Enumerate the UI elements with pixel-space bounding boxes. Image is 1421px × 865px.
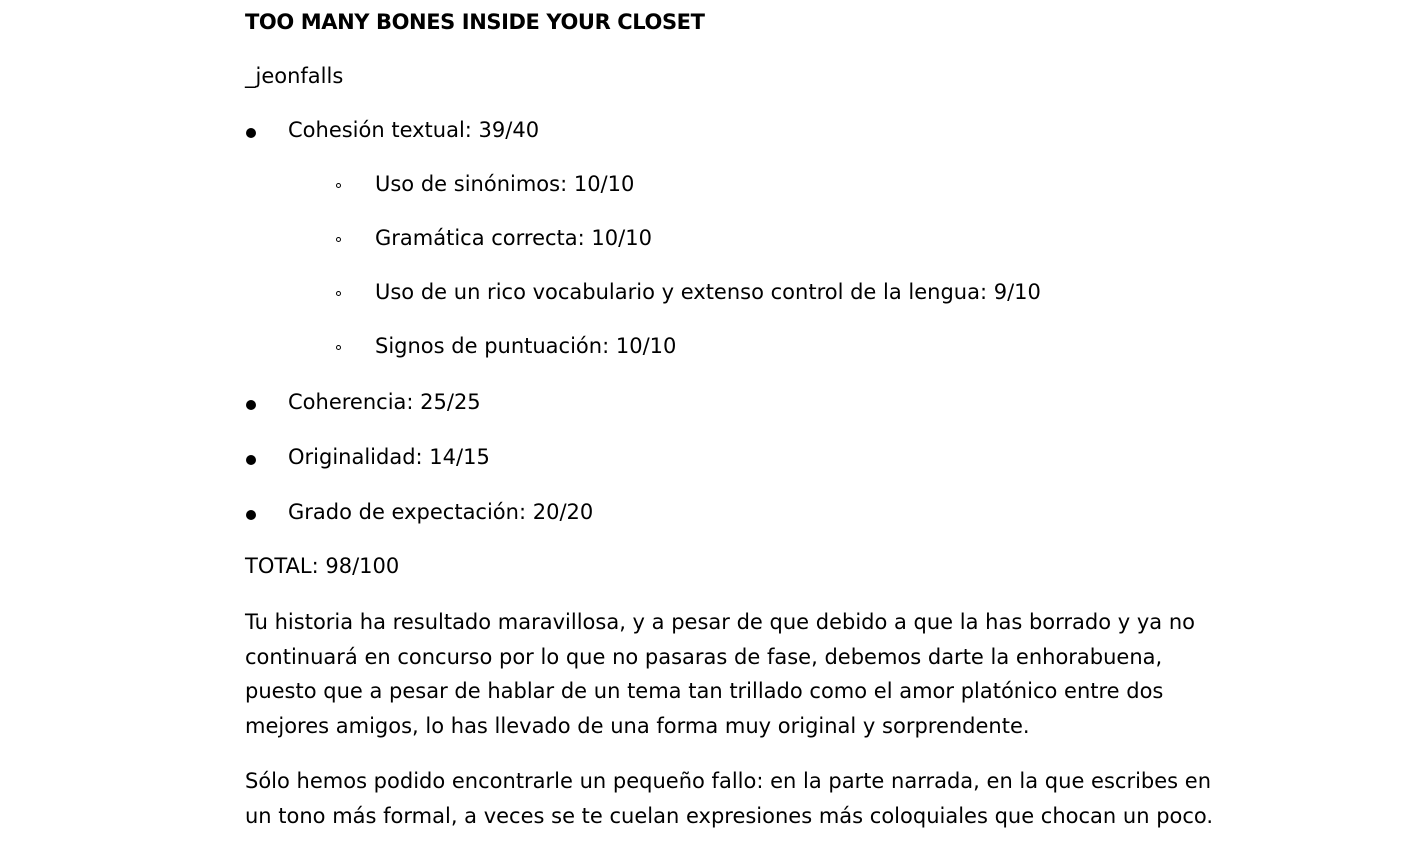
subcriterion-synonyms: Uso de sinónimos: 10/10 (375, 172, 635, 196)
subcriterion-grammar: Gramática correcta: 10/10 (375, 226, 652, 250)
sub-bullet-icon (336, 291, 341, 296)
criterion-originality: Originalidad: 14/15 (288, 445, 490, 469)
feedback-paragraph: Sólo hemos podido encontrarle un pequeño fallo: en la parte narrada, en la que escribes en un tono más formal, a veces se te cuelan expresiones más coloquiales que chocan un poco. (245, 769, 1214, 828)
sub-bullet-icon (336, 345, 341, 350)
bullet-icon (246, 510, 256, 520)
bullet-icon (246, 128, 256, 138)
feedback-paragraph: Tu historia ha resultado maravillosa, y a pesar de que debido a que la has borrado y ya no continuará en concurso por lo que no pasaras de fase, debemos darte la enhorabuena, puesto que a pesar de hablar de un tema tan trillado como el amor platónico entre dos mejores amigos, lo has llevado de una forma muy original y sorprendente. (245, 610, 1195, 738)
criterion-coherence: Coherencia: 25/25 (288, 390, 481, 414)
document-title: TOO MANY BONES INSIDE YOUR CLOSET (245, 10, 705, 34)
subcriterion-punctuation: Signos de puntuación: 10/10 (375, 334, 677, 358)
bullet-icon (246, 455, 256, 465)
subcriterion-vocabulary: Uso de un rico vocabulario y extenso control de la lengua: 9/10 (375, 280, 1041, 304)
author-name: _jeonfalls (245, 64, 344, 88)
criterion-expectation: Grado de expectación: 20/20 (288, 500, 594, 524)
bullet-icon (246, 400, 256, 410)
criterion-cohesion: Cohesión textual: 39/40 (288, 118, 540, 142)
sub-bullet-icon (336, 183, 341, 188)
sub-bullet-icon (336, 237, 341, 242)
total-score: TOTAL: 98/100 (245, 554, 400, 578)
